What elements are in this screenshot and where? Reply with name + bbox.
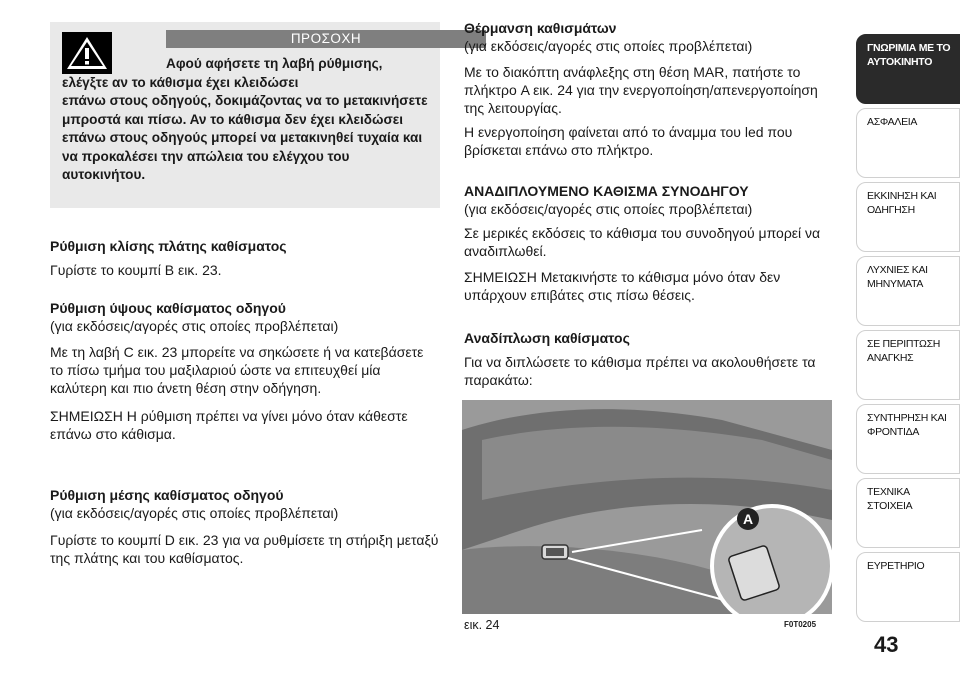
tab-label: ΤΕΧΝΙΚΑ ΣΤΟΙΧΕΙΑ xyxy=(867,486,913,512)
section-title: ΑΝΑΔΙΠΛΟΥΜΕΝΟ ΚΑΘΙΣΜΑ ΣΥΝΟΔΗΓΟΥ xyxy=(464,183,749,199)
tab-label: ΑΣΦΑΛΕΙΑ xyxy=(867,116,918,128)
tab-technical-data[interactable] xyxy=(856,478,960,548)
section-text: Η ενεργοποίηση φαίνεται από το άναμμα του led που βρίσκεται επάνω στο πλήκτρο. xyxy=(464,124,793,158)
tab-maintenance[interactable] xyxy=(856,404,960,474)
section-note: ΣΗΜΕΙΩΣΗ Η ρύθμιση πρέπει να γίνει μόνο όταν κάθεστε επάνω στο κάθισμα. xyxy=(50,408,408,442)
section-subtitle: (για εκδόσεις/αγορές στις οποίες προβλέπεται) xyxy=(464,38,753,54)
section-title: Ρύθμιση κλίσης πλάτης καθίσματος xyxy=(50,238,287,254)
callout-a: A xyxy=(737,508,759,530)
warning-box xyxy=(50,22,440,208)
warning-text xyxy=(62,55,432,185)
warning-text-first: Αφού αφήσετε τη λαβή ρύθμισης, ελέγξτε αν το κάθισμα έχει κλειδώσει xyxy=(62,56,383,90)
tab-label: ΕΥΡΕΤΗΡΙΟ xyxy=(867,560,925,572)
tab-starting-driving[interactable] xyxy=(856,182,960,252)
seat-illustration xyxy=(462,400,832,614)
tab-label: ΕΚΚΙΝΗΣΗ ΚΑΙ ΟΔΗΓΗΣΗ xyxy=(867,190,937,216)
warning-text-rest: επάνω στους οδηγούς, δοκιμάζοντας να το μετακινήσετε μπροστά και πίσω. Αν το κάθισμα δεν έχει κλειδώσει επάνω στους οδηγούς μπορεί να μετακινηθεί τυχαία και να προκαλέσει την απώλεια του ελέγχου του αυτοκινήτου. xyxy=(62,93,428,182)
section-title: Ρύθμιση μέσης καθίσματος οδηγού xyxy=(50,487,284,503)
chapter-tabs xyxy=(856,0,960,678)
section-note: ΣΗΜΕΙΩΣΗ Μετακινήστε το κάθισμα μόνο όταν δεν υπάρχουν επιβάτες στις πίσω θέσεις. xyxy=(464,269,781,303)
section-text: Γυρίστε το κουμπί D εικ. 23 για να ρυθμίσετε τη στήριξη μεταξύ της πλάτης και του καθίσματος. xyxy=(50,532,439,566)
section-subtitle: (για εκδόσεις/αγορές στις οποίες προβλέπεται) xyxy=(50,318,339,334)
tab-index[interactable] xyxy=(856,552,960,622)
section-title: Αναδίπλωση καθίσματος xyxy=(464,330,630,346)
section-text: Με το διακόπτη ανάφλεξης στη θέση MAR, πατήστε το πλήκτρο A εικ. 24 για την ενεργοποίηση/απενεργοποίηση της λειτουργίας. xyxy=(464,64,818,116)
section-subtitle: (για εκδόσεις/αγορές στις οποίες προβλέπεται) xyxy=(464,201,753,217)
tab-emergency[interactable] xyxy=(856,330,960,400)
tab-safety[interactable] xyxy=(856,108,960,178)
figure-caption: εικ. 24 xyxy=(464,618,500,632)
warning-heading: ΠΡΟΣΟΧΗ xyxy=(166,30,486,48)
page-number: 43 xyxy=(874,632,899,657)
section-text: Με τη λαβή C εικ. 23 μπορείτε να σηκώσετε ή να κατεβάσετε το πίσω τμήμα του μαξιλαριού ώστε να επιτευχθεί μία καλύτερη και πιο άνετη θέση στην οδήγηση. xyxy=(50,344,424,396)
section-title: Θέρμανση καθισμάτων xyxy=(464,20,617,36)
tab-label: ΣΥΝΤΗΡΗΣΗ ΚΑΙ ΦΡΟΝΤΙΔΑ xyxy=(867,412,947,438)
section-text: Για να διπλώσετε το κάθισμα πρέπει να ακολουθήσετε τα παρακάτω: xyxy=(464,354,816,388)
section-text: Σε μερικές εκδόσεις το κάθισμα του συνοδηγού μπορεί να αναδιπλωθεί. xyxy=(464,225,821,259)
section-text: Γυρίστε το κουμπί B εικ. 23. xyxy=(50,262,222,278)
section-subtitle: (για εκδόσεις/αγορές στις οποίες προβλέπεται) xyxy=(50,505,339,521)
section-title: Ρύθμιση ύψους καθίσματος οδηγού xyxy=(50,300,286,316)
seat-heating-photo xyxy=(462,400,832,614)
tab-label: ΓΝΩΡΙΜΙΑ ΜΕ ΤΟ ΑΥΤΟΚΙΝΗΤΟ xyxy=(867,42,951,68)
figure-code: F0T0205 xyxy=(784,620,817,629)
tab-label: ΣΕ ΠΕΡΙΠΤΩΣΗ ΑΝΑΓΚΗΣ xyxy=(867,338,941,364)
tab-vehicle[interactable] xyxy=(856,34,960,104)
tab-lights-messages[interactable] xyxy=(856,256,960,326)
tab-label: ΛΥΧΝΙΕΣ ΚΑΙ ΜΗΝΥΜΑΤΑ xyxy=(867,264,928,290)
